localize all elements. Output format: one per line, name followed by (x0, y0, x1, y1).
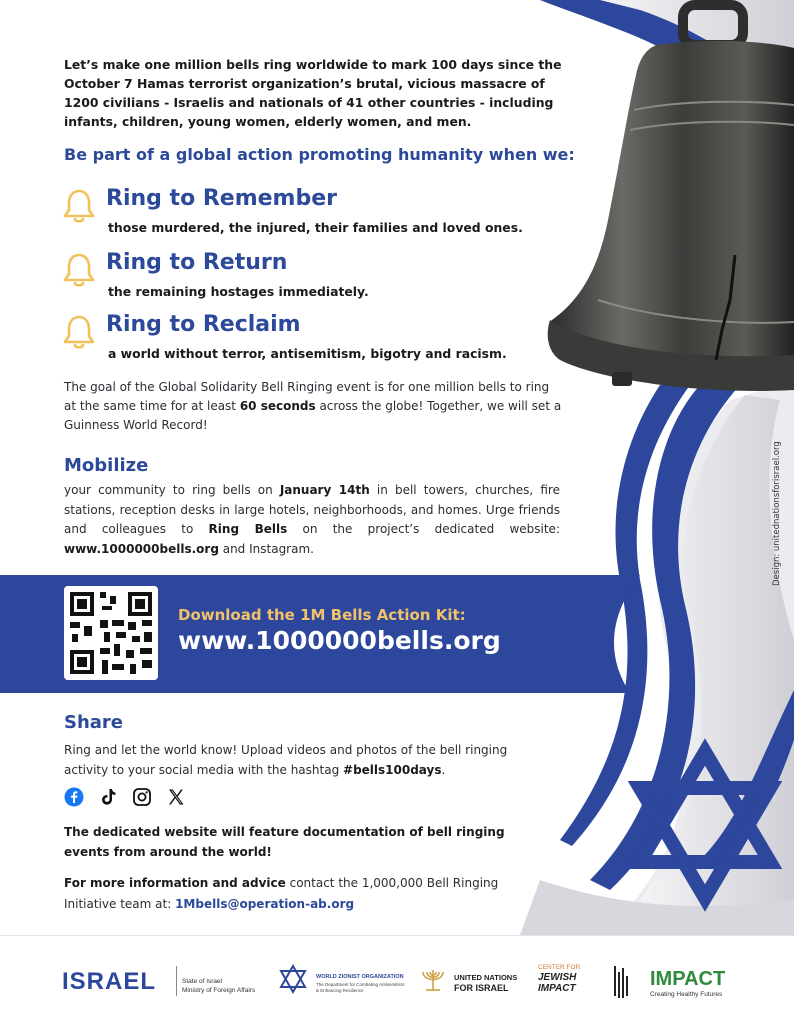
intro-paragraph: Let’s make one million bells ring worldwide to mark 100 days since the October 7 Hamas terrorist organization’s brutal, vicious massacre of 1200 civilians - Israelis and nationals of 41 other countries - including infants, children, young women, elderly women, and men. (64, 57, 562, 129)
bell-icon (62, 188, 96, 224)
design-credit: Design: unitednationsforisrael.org (772, 441, 782, 586)
bell-icon (62, 314, 96, 350)
menorah-icon (418, 964, 448, 994)
qr-code[interactable] (64, 586, 158, 680)
mobilize-text-2: in bell towers, churches, fire stations, reception desks in large hotels, neighborhoods, and homes. Urge friends and colleagues to (64, 483, 560, 536)
ring-bells-emphasis: Ring Bells (208, 522, 288, 536)
social-icons (64, 787, 186, 809)
ring-title: Ring to Remember (106, 186, 337, 211)
wzo-star-icon (278, 964, 308, 994)
mobilize-paragraph (64, 481, 560, 559)
ring-description: a world without terror, antisemitism, bigotry and racism. (108, 346, 507, 361)
contact-text: contact the 1,000,000 Bell Ringing Initiative team at: (64, 876, 499, 911)
ring-item-return (62, 250, 562, 300)
contact-lead: For more information and advice (64, 876, 286, 890)
mobilize-text: your community to ring bells on (64, 483, 280, 497)
ring-description: those murdered, the injured, their families and loved ones. (108, 220, 523, 235)
action-kit-url[interactable]: www.1000000bells.org (178, 626, 501, 655)
cji-line1: CENTER FOR (538, 964, 581, 971)
wzo-logo (278, 962, 408, 1002)
website-link[interactable]: www.1000000bells.org (64, 541, 219, 556)
unfi-line1: UNITED NATIONS (454, 973, 518, 982)
unfi-logo (418, 962, 528, 1002)
goal-duration: 60 seconds (239, 399, 316, 413)
israel-logo-line1: State of Israel (182, 978, 223, 985)
israel-mfa-logo (62, 962, 256, 1002)
mobilize-text-4: and Instagram. (218, 541, 314, 556)
wzo-line2: The Department for Combating Antisemitism (316, 982, 405, 987)
mobilize-heading: Mobilize (64, 455, 149, 476)
share-text: Ring and let the world know! Upload videos and photos of the bell ringing activity to your social media with the hashtag (64, 743, 508, 777)
impact-wordmark: IMPACT (650, 968, 726, 990)
center-for-jewish-impact-logo (536, 962, 596, 1002)
ring-description: the remaining hostages immediately. (108, 284, 369, 299)
unfi-line2: FOR ISRAEL (454, 983, 509, 993)
goal-text-end: across the globe! Together, we will set a Guinness World Record! (64, 399, 562, 432)
ring-title: Ring to Reclaim (106, 312, 301, 337)
share-text-end: . (441, 763, 446, 777)
x-icon[interactable] (166, 787, 186, 807)
cji-line2: JEWISH (538, 972, 577, 983)
liberty-bell-image (548, 5, 794, 391)
impact-tagline: Creating Healthy Futures (650, 991, 723, 998)
ring-item-remember (62, 186, 562, 236)
share-heading: Share (64, 712, 124, 733)
event-date: January 14th (279, 483, 370, 497)
israel-wordmark: ISRAEL (62, 968, 157, 995)
partner-emblem-icon (612, 962, 632, 1002)
contact-email[interactable]: 1Mbells@operation-ab.org (175, 897, 355, 911)
contact-paragraph (64, 873, 534, 915)
wzo-line3: & Enhancing Resilience (316, 988, 364, 993)
goal-text: The goal of the Global Solidarity Bell Ringing event is for one million bells to ring at the same time for at least (64, 380, 550, 413)
action-kit-label: Download the 1M Bells Action Kit: (178, 606, 466, 624)
wzo-line1: WORLD ZIONIST ORGANIZATION (316, 974, 404, 980)
ring-item-reclaim (62, 312, 562, 362)
impact-logo (650, 962, 740, 1002)
mobilize-text-3: on the project’s dedicated website: (287, 522, 560, 536)
tiktok-icon[interactable] (98, 787, 118, 807)
ring-title: Ring to Return (106, 250, 288, 275)
website-documentation-note: The dedicated website will feature documentation of bell ringing events from around the world! (64, 825, 505, 859)
action-subheading: Be part of a global action promoting humanity when we: (64, 145, 575, 164)
instagram-icon[interactable] (132, 787, 152, 807)
facebook-icon[interactable] (64, 787, 84, 807)
share-paragraph (64, 740, 534, 780)
hashtag: #bells100days (343, 763, 442, 777)
israel-logo-line2: Ministry of Foreign Affairs (182, 987, 256, 994)
goal-paragraph (64, 378, 564, 435)
cji-line3: IMPACT (538, 983, 576, 994)
bell-icon (62, 252, 96, 288)
